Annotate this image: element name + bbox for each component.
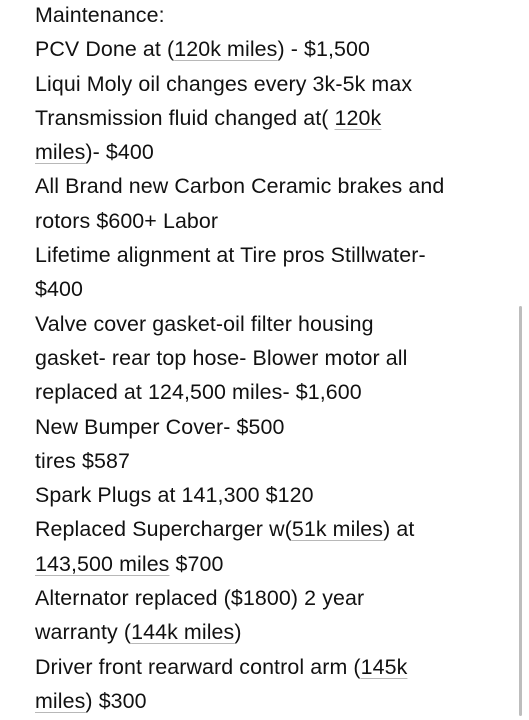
note-line-warranty [35,615,505,649]
text-segment: ) $300 [85,688,147,713]
text-segment: $700 [169,551,224,576]
note-line-control-arm [35,650,505,684]
note-line-gasket: gasket- rear top hose- Blower motor all [35,345,408,370]
mileage-link[interactable]: 144k miles [131,620,235,645]
mileage-link[interactable]: miles [35,140,86,165]
note-line-transmission [35,101,505,135]
text-segment: PCV Done at ( [35,37,175,62]
mileage-link[interactable]: miles [35,688,86,713]
note-heading: Maintenance: [35,3,165,27]
mileage-link[interactable]: 120k [334,105,382,130]
mileage-link[interactable]: 51k miles [291,517,384,542]
text-segment: ) - $1,500 [277,37,371,62]
note-line-alignment-cost: $400 [35,277,83,302]
note-line-valve-cover: Valve cover gasket-oil filter housing [35,311,374,336]
note-line-bumper: New Bumper Cover- $500 [35,414,285,439]
scrollbar-thumb[interactable] [519,306,522,716]
mileage-link[interactable]: 145k [360,654,408,679]
note-line-oil: Liqui Moly oil changes every 3k-5k max [35,71,413,96]
note-line-supercharger [35,512,505,546]
text-segment: ) [234,620,242,645]
note-line-supercharger-cont [35,547,505,581]
note-line-tires: tires $587 [35,448,130,473]
note-line-alignment: Lifetime alignment at Tire pros Stillwater- [35,243,426,268]
text-segment: )- $400 [85,140,154,165]
text-segment: Transmission fluid changed at( [35,105,335,130]
note-body[interactable] [35,0,505,718]
mileage-link[interactable]: 143,500 miles [35,551,170,576]
note-line-transmission-cont [35,135,505,169]
note-line-rotors: rotors $600+ Labor [35,208,219,233]
mileage-link[interactable]: 120k miles [174,37,278,62]
note-line-pcv [35,32,505,66]
text-segment: Driver front rearward control arm ( [35,654,361,679]
text-segment: Replaced Supercharger w( [35,517,292,542]
note-line-alternator: Alternator replaced ($1800) 2 year [35,586,365,611]
note-line-brakes: All Brand new Carbon Ceramic brakes and [35,174,445,199]
text-segment: ) at [383,517,415,542]
note-line-replaced: replaced at 124,500 miles- $1,600 [35,380,362,405]
text-segment: warranty ( [35,620,132,645]
note-line-spark-plugs: Spark Plugs at 141,300 $120 [35,483,314,508]
note-line-control-arm-cont [35,684,505,718]
